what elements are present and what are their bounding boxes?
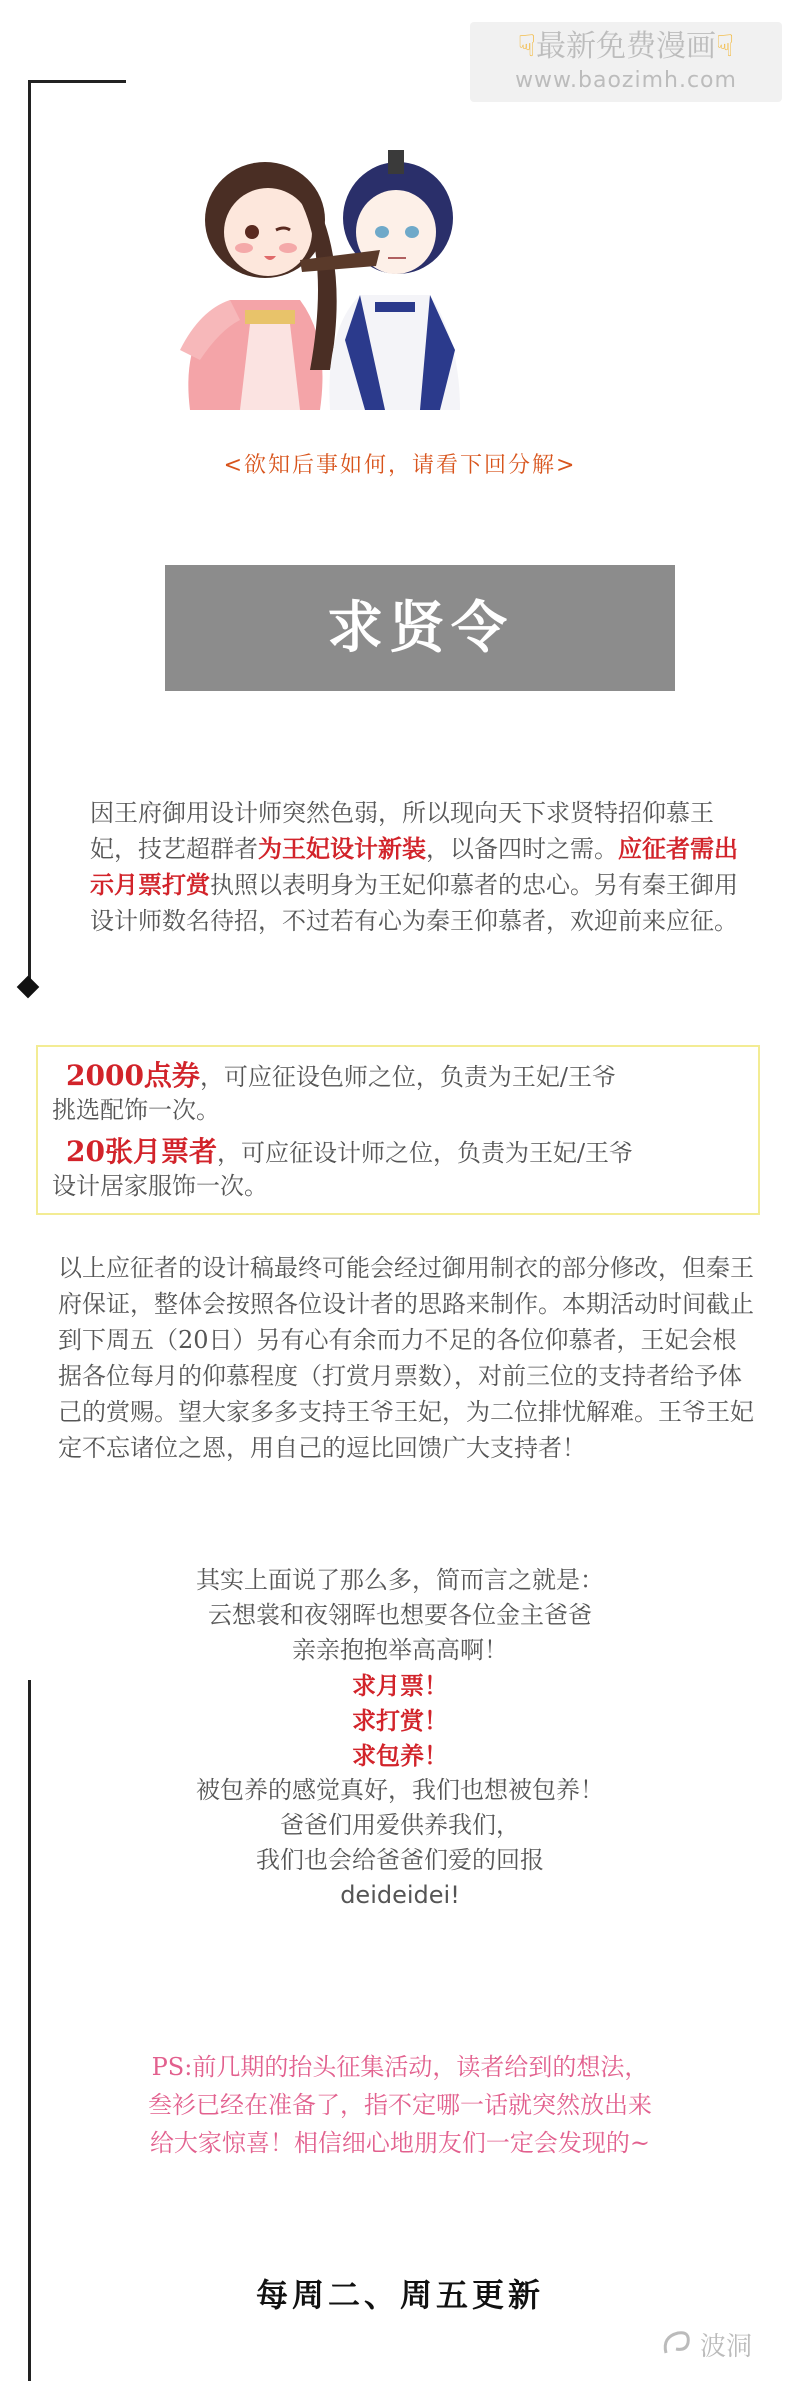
- monthly-ticket-highlight: 20张月票者: [66, 1135, 217, 1168]
- watermark-title: 最新免费漫画: [536, 29, 716, 64]
- points-highlight: 2000点券: [66, 1059, 200, 1092]
- notice-item-2-line-2: 设计居家服饰一次。: [52, 1172, 268, 1200]
- watermark-banner[interactable]: [470, 22, 782, 102]
- ask-monthly-tickets: 求月票！: [352, 1671, 448, 1700]
- summary-block: 其实上面说了那么多，简而言之就是： 云想裳和夜翎晖也想要各位金主爸爸 亲亲抱抱举高高啊！ 求月票！ 求打赏！ 求包养！ 被包养的感觉真好，我们也想被包养！ 爸爸们用爱供养我们， 我们也会给爸爸们爱的回报 deideidei!: [0, 1563, 800, 1913]
- pink-robed-character: [180, 162, 337, 410]
- ask-support: 求包养！: [352, 1741, 448, 1770]
- blue-robed-character: [329, 150, 460, 410]
- ask-tips: 求打赏！: [352, 1706, 448, 1735]
- site-logo: [660, 2322, 780, 2366]
- notice-item-1-line-1: 2000点券，可应征设色师之位，负责为王妃/王爷: [66, 1059, 617, 1092]
- next-chapter-tagline: <欲知后事如何，请看下回分解>: [223, 453, 577, 478]
- reward-notice-box: [36, 1045, 760, 1215]
- pointing-hand-icon: ☟: [517, 29, 536, 64]
- recruitment-title-banner: 求贤令: [165, 565, 675, 691]
- pointing-hand-icon: ☟: [716, 29, 735, 64]
- frame-diamond-ornament: [17, 976, 40, 999]
- chibi-characters-illustration: [160, 110, 480, 430]
- notice-item-2-line-1: 20张月票者，可应征设计师之位，负责为王妃/王爷: [66, 1135, 634, 1168]
- logo-swirl-icon: [660, 2327, 694, 2361]
- watermark-url: www.baozimh.com: [515, 68, 737, 93]
- details-paragraph: 以上应征者的设计稿最终可能会经过御用制衣的部分修改，但秦王府保证，整体会按照各位设计者的思路来制作。本期活动时间截止到下周五（20日）另有心有余而力不足的各位仰慕者，王妃会根据各位每月的仰慕程度（打赏月票数），对前三位的支持者给予体己的赏赐。望大家多多支持王爷王妃，为二位排忧解难。王爷王妃定不忘诸位之恩，用自己的逗比回馈广大支持者！: [58, 1254, 754, 1462]
- logo-text: 波洞: [700, 2331, 753, 2362]
- frame-top-line: [28, 80, 126, 83]
- update-schedule: 每周二、周五更新: [255, 2276, 544, 2314]
- highlight-show-tickets: 应征者需出示月票打赏: [90, 834, 738, 899]
- intro-paragraph: 因王府御用设计师突然色弱，所以现向天下求贤特招仰慕王妃，技艺超群者为王妃设计新装，以备四时之需。应征者需出示月票打赏执照以表明身为王妃仰慕者的忠心。另有秦王御用设计师数名待招，不过若有心为秦王仰慕者，欢迎前来应征。: [90, 799, 738, 935]
- highlight-design-outfit: 为王妃设计新装: [258, 834, 426, 863]
- notice-item-1-line-2: 挑选配饰一次。: [52, 1096, 220, 1124]
- frame-left-line-upper: [28, 80, 31, 986]
- ps-note: PS:前几期的抬头征集活动，读者给到的想法， 叁衫已经在准备了，指不定哪一话就突然放出来 给大家惊喜！相信细心地朋友们一定会发现的~: [148, 2053, 652, 2157]
